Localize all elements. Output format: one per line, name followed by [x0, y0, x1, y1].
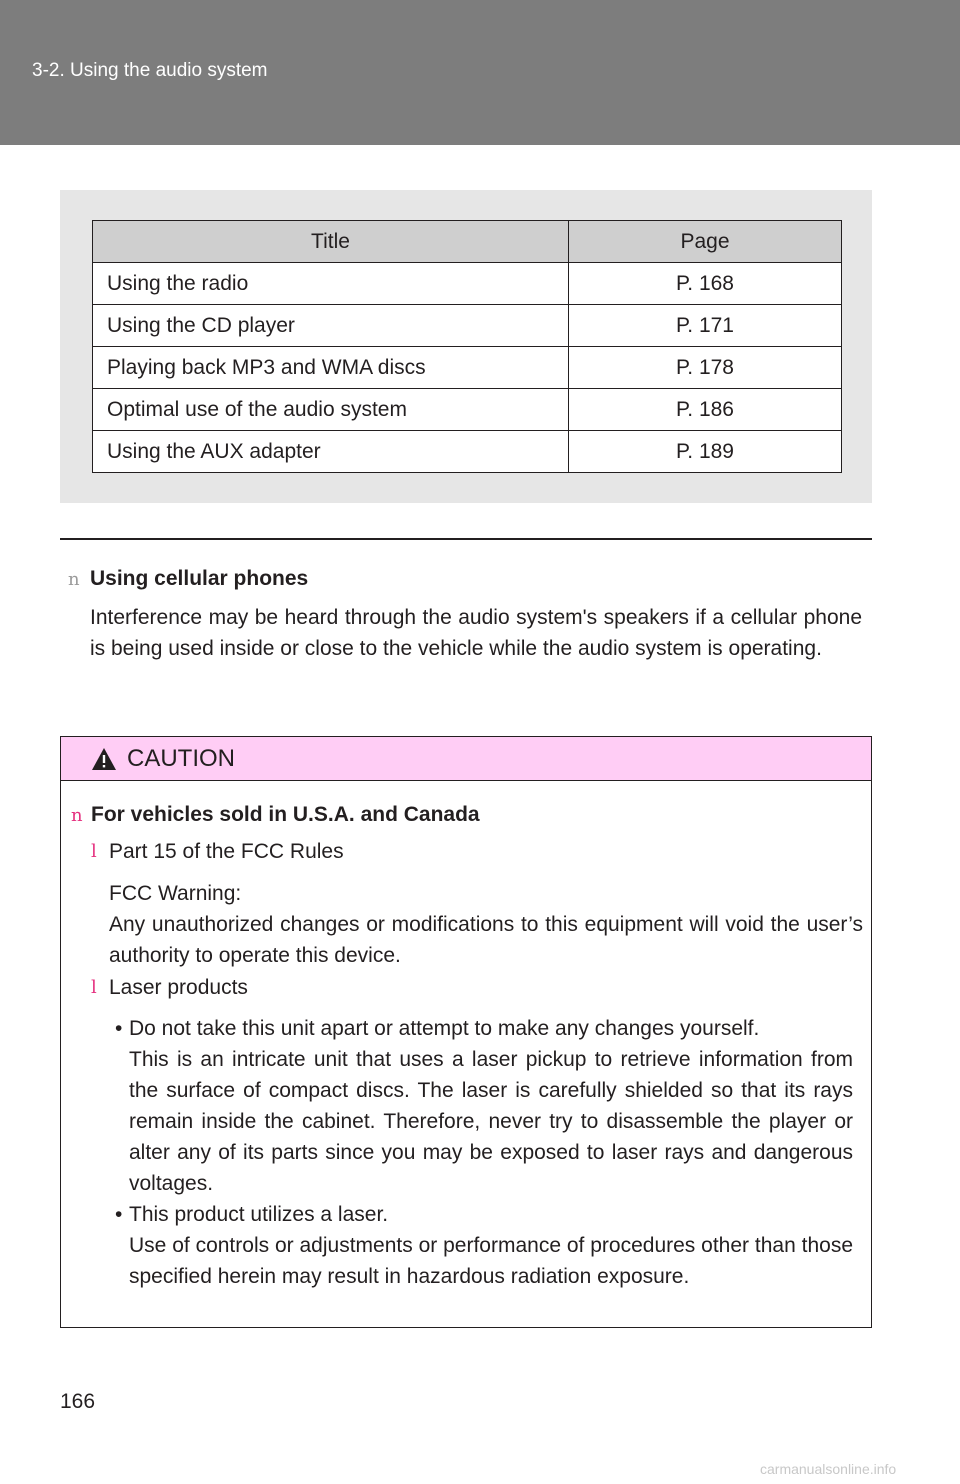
row-page: P. 186 [569, 389, 842, 431]
table-row [93, 263, 842, 305]
row-page: P. 168 [569, 263, 842, 305]
table-row [93, 389, 842, 431]
table-row [93, 347, 842, 389]
row-title: Using the radio [93, 263, 569, 305]
fcc-warning-label: FCC Warning: [109, 882, 242, 905]
page-number: 166 [60, 1390, 96, 1413]
toc-table [92, 220, 842, 473]
sub-item-text: Use of controls or adjustments or performance of procedures other than those specified herein may result in hazardous radiation exposure. [129, 1234, 853, 1288]
divider [60, 538, 872, 540]
row-page: P. 178 [569, 347, 842, 389]
section-bullet-icon: n [68, 569, 80, 590]
caution-item-laser: Laser products [109, 976, 248, 999]
row-page: P. 189 [569, 431, 842, 473]
bullet-dot-icon: • [115, 1203, 123, 1226]
column-header-page: Page [569, 221, 842, 263]
list-item [109, 1199, 853, 1292]
row-title: Playing back MP3 and WMA discs [93, 347, 569, 389]
row-page: P. 171 [569, 305, 842, 347]
sub-item-lead: This product utilizes a laser. [129, 1203, 389, 1226]
laser-sub-list [109, 1013, 853, 1292]
table-header-row [93, 221, 842, 263]
section-title: 3-2. Using the audio system [32, 60, 268, 81]
list-item [109, 1013, 853, 1199]
toc-panel [60, 190, 872, 503]
heading-bullet-icon: n [71, 805, 83, 826]
fcc-warning-text: Any unauthorized changes or modifications to this equipment will void the user’s authority to operate this device. [109, 913, 863, 967]
page-header [0, 0, 960, 145]
row-title: Optimal use of the audio system [93, 389, 569, 431]
column-header-title: Title [93, 221, 569, 263]
caution-header [61, 737, 871, 781]
section-heading: Using cellular phones [90, 567, 309, 590]
sub-item-lead: Do not take this unit apart or attempt to make any changes yourself. [129, 1017, 760, 1040]
caution-box [60, 736, 872, 1328]
row-title: Using the AUX adapter [93, 431, 569, 473]
item-bullet-icon: l [91, 841, 97, 862]
caution-label: CAUTION [127, 745, 235, 772]
watermark: carmanualsonline.info [760, 1461, 897, 1477]
sub-item-text: This is an intricate unit that uses a laser pickup to retrieve information from the surface of compact discs. The laser is carefully shielded so that its rays remain inside the cabinet. Therefore, never try to disassemble the player or alter any of its parts since you may be exposed to laser rays and dangerous voltages. [129, 1048, 853, 1195]
table-row [93, 305, 842, 347]
bullet-dot-icon: • [115, 1017, 123, 1040]
fcc-warning-block [109, 878, 863, 971]
item-bullet-icon: l [91, 977, 97, 998]
caution-heading: For vehicles sold in U.S.A. and Canada [91, 803, 480, 826]
caution-item-fcc: Part 15 of the FCC Rules [109, 840, 344, 863]
section-body: Interference may be heard through the audio system's speakers if a cellular phone is being used inside or close to the vehicle while the audio system is operating. [90, 606, 862, 660]
table-row [93, 431, 842, 473]
warning-triangle-icon [91, 747, 117, 771]
row-title: Using the CD player [93, 305, 569, 347]
